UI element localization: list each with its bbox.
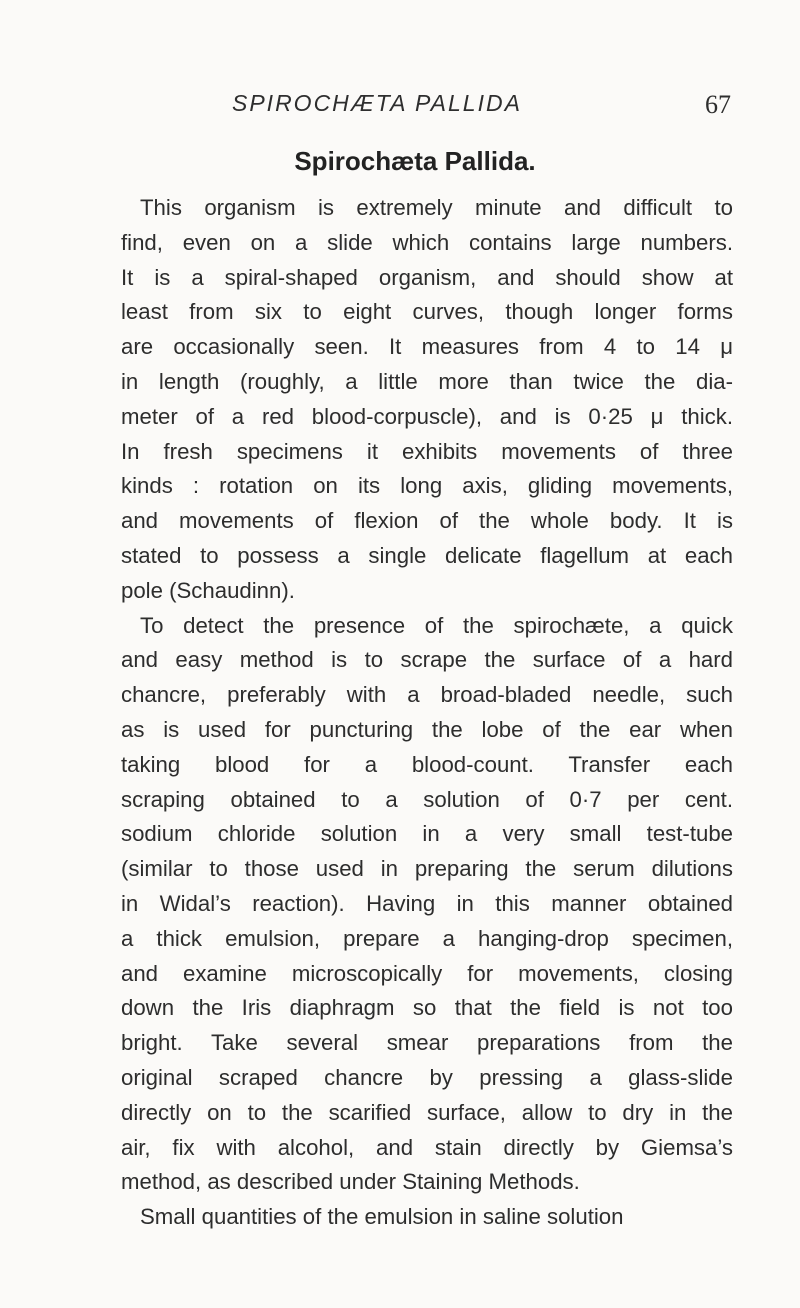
text-line: scraping obtained to a solution of 0·7 per cent. [121,786,733,812]
text-line: (similar to those used in preparing the serum dilutions [121,856,733,882]
section-heading: Spirochæta Pallida. [294,146,536,176]
text-line: To detect the presence of the spirochæte, a quick [140,612,733,638]
running-title: SPIROCHÆTA PALLIDA [232,90,522,116]
text-line: are occasionally seen. It measures from 4 to 14 μ [121,334,733,360]
text-line: and movements of flexion of the whole body. It is [121,508,733,534]
text-line: least from six to eight curves, though longer forms [121,299,733,325]
text-line: in length (roughly, a little more than twice the dia- [121,368,733,394]
text-line: meter of a red blood-corpuscle), and is 0·25 μ thick. [121,403,733,429]
text-line: kinds : rotation on its long axis, gliding movements, [121,473,733,499]
page-number: 67 [705,90,731,119]
text-line: It is a spiral-shaped organism, and should show at [121,264,733,290]
text-line: find, even on a slide which contains large numbers. [121,229,733,255]
text-line: down the Iris diaphragm so that the field is not too [121,995,733,1021]
text-line: a thick emulsion, prepare a hanging-drop specimen, [121,925,733,951]
text-line: directly on to the scarified surface, allow to dry in the [121,1099,733,1125]
text-line: air, fix with alcohol, and stain directly by Giemsa’s [121,1134,733,1160]
text-line: and examine microscopically for movements, closing [121,960,733,986]
running-header [0,90,800,130]
text-line: in Widal’s reaction). Having in this manner obtained [121,890,733,916]
text-line: sodium chloride solution in a very small test-tube [121,821,733,847]
text-line: stated to possess a single delicate flagellum at each [121,542,733,568]
text-line: and easy method is to scrape the surface of a hard [121,647,733,673]
text-line: as is used for puncturing the lobe of the ear when [121,716,733,742]
text-line: This organism is extremely minute and difficult to [140,195,733,220]
text-line: chancre, preferably with a broad-bladed needle, such [121,682,733,708]
text-line: Small quantities of the emulsion in saline solution [140,1204,624,1230]
text-line: pole (Schaudinn). [121,577,295,603]
text-line: taking blood for a blood-count. Transfer each [121,751,733,777]
body-text [121,191,733,1235]
text-line: In fresh specimens it exhibits movements of three [121,438,733,464]
text-line: bright. Take several smear preparations from the [121,1030,733,1056]
text-line: method, as described under Staining Methods. [121,1169,580,1195]
text-line: original scraped chancre by pressing a glass-slide [121,1064,733,1090]
